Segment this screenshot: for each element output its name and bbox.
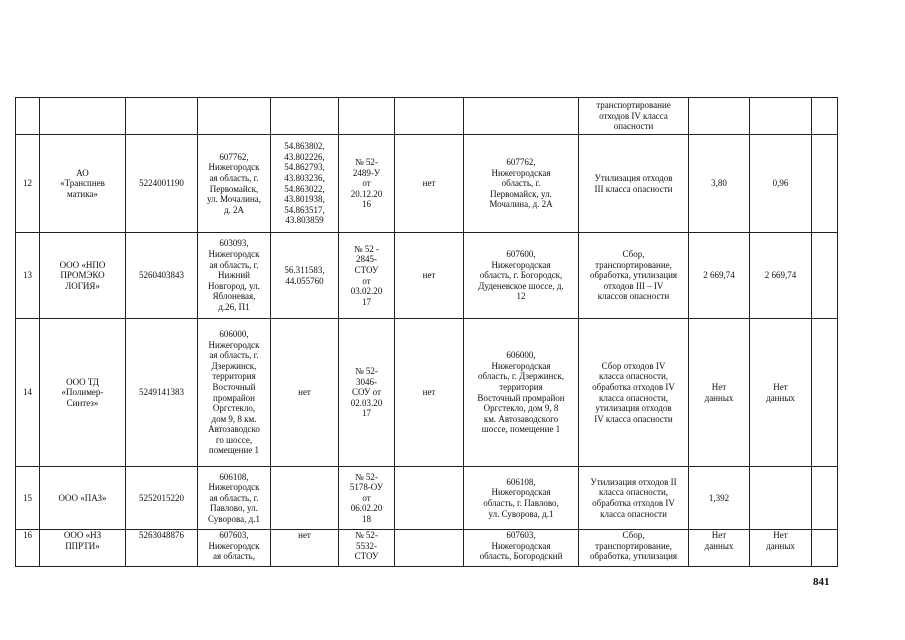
license-cell: № 52- 5532- СТОУ — [339, 530, 395, 567]
table-row — [16, 467, 838, 530]
ovos-cell — [395, 98, 464, 135]
capacity-used-cell — [750, 98, 812, 135]
extra-cell — [812, 233, 838, 319]
activity-cell: Сбор, транспортирование, обработка, утилизация отходов III – IV классов опасности — [579, 233, 689, 319]
row-number-cell: 12 — [16, 135, 40, 233]
row-number-cell: 15 — [16, 467, 40, 530]
capacity-total-cell: 3,80 — [689, 135, 750, 233]
capacity-used-cell: 2 669,74 — [750, 233, 812, 319]
activity-cell: Сбор, транспортирование, обработка, утилизация — [579, 530, 689, 567]
inn-cell: 5249141383 — [126, 319, 198, 467]
site-address-cell: 606000, Нижегородская область, г. Дзержинск, территория Восточный промрайон Оргстекло, дом 9, 8 км. Автозаводского шоссе, помещение 1 — [464, 319, 579, 467]
capacity-used-cell — [750, 467, 812, 530]
extra-cell — [812, 530, 838, 567]
site-address-cell — [464, 98, 579, 135]
capacity-total-cell: Нет данных — [689, 530, 750, 567]
capacity-total-cell: 2 669,74 — [689, 233, 750, 319]
extra-cell — [812, 135, 838, 233]
coordinates-cell: 54.863802, 43.802226, 54.862793, 43.803236, 54.863022, 43.801938, 54.863517, 43.803859 — [271, 135, 339, 233]
activity-cell: Утилизация отходов II класса опасности, обработка отходов IV класса опасности — [579, 467, 689, 530]
legal-address-cell: 603093, Нижегородск ая область, г. Нижний Новгород, ул. Яблоневая, д.26, П1 — [198, 233, 271, 319]
capacity-used-cell: Нет данных — [750, 319, 812, 467]
site-address-cell: 607603, Нижегородская область, Богородский — [464, 530, 579, 567]
extra-cell — [812, 319, 838, 467]
table-row — [16, 233, 838, 319]
license-cell: № 52 - 2845- СТОУ от 03.02.20 17 — [339, 233, 395, 319]
table-row — [16, 530, 838, 567]
inn-cell: 5224001190 — [126, 135, 198, 233]
legal-address-cell: 607762, Нижегородск ая область, г. Первомайск, ул. Мочалина, д. 2А — [198, 135, 271, 233]
ovos-cell — [395, 530, 464, 567]
coordinates-cell: 56.311583, 44.055760 — [271, 233, 339, 319]
extra-cell — [812, 98, 838, 135]
site-address-cell: 607762, Нижегородская область, г. Первомайск, ул. Мочалина, д. 2А — [464, 135, 579, 233]
organization-name-cell: ООО «ПАЗ» — [40, 467, 126, 530]
table-row — [16, 98, 838, 135]
capacity-total-cell — [689, 98, 750, 135]
coordinates-cell — [271, 467, 339, 530]
coordinates-cell: нет — [271, 319, 339, 467]
license-cell: № 52- 5178-ОУ от 06.02.20 18 — [339, 467, 395, 530]
legal-address-cell: 606108, Нижегородск ая область, г. Павлово, ул. Суворова, д.1 — [198, 467, 271, 530]
capacity-used-cell: 0,96 — [750, 135, 812, 233]
row-number-cell: 13 — [16, 233, 40, 319]
legal-address-cell: 606000, Нижегородск ая область, г. Дзержинск, территория Восточный промрайон Оргстекло, дом 9, 8 км. Автозаводско го шоссе, помещение 1 — [198, 319, 271, 467]
license-cell: № 52- 3046- СОУ от 02.03.20 17 — [339, 319, 395, 467]
organization-name-cell: ООО «НЗ ППРТИ» — [40, 530, 126, 567]
table-row — [16, 135, 838, 233]
inn-cell: 5252015220 — [126, 467, 198, 530]
license-cell — [339, 98, 395, 135]
organization-name-cell: ООО «НПО ПРОМЭКО ЛОГИЯ» — [40, 233, 126, 319]
organization-name-cell — [40, 98, 126, 135]
row-number-cell: 14 — [16, 319, 40, 467]
license-cell: № 52- 2489-У от 20.12.20 16 — [339, 135, 395, 233]
ovos-cell: нет — [395, 135, 464, 233]
activity-cell: Утилизация отходов III класса опасности — [579, 135, 689, 233]
inn-cell: 5263048876 — [126, 530, 198, 567]
coordinates-cell — [271, 98, 339, 135]
ovos-cell: нет — [395, 233, 464, 319]
capacity-total-cell: Нет данных — [689, 319, 750, 467]
table-row — [16, 319, 838, 467]
activity-cell: транспортирование отходов IV класса опасности — [579, 98, 689, 135]
ovos-cell: нет — [395, 319, 464, 467]
page-number: 841 — [813, 576, 830, 588]
waste-facility-register-table — [15, 97, 838, 567]
capacity-total-cell: 1,392 — [689, 467, 750, 530]
site-address-cell: 606108, Нижегородская область, г. Павлово, ул. Суворова, д.1 — [464, 467, 579, 530]
inn-cell — [126, 98, 198, 135]
inn-cell: 5260403843 — [126, 233, 198, 319]
legal-address-cell — [198, 98, 271, 135]
ovos-cell — [395, 467, 464, 530]
row-number-cell — [16, 98, 40, 135]
organization-name-cell: АО «Транспнев матика» — [40, 135, 126, 233]
coordinates-cell: нет — [271, 530, 339, 567]
extra-cell — [812, 467, 838, 530]
activity-cell: Сбор отходов IV класса опасности, обработка отходов IV класса опасности, утилизация отходов IV класса опасности — [579, 319, 689, 467]
legal-address-cell: 607603, Нижегородск ая область, — [198, 530, 271, 567]
site-address-cell: 607600, Нижегородская область, г. Богородск, Дуденевское шоссе, д. 12 — [464, 233, 579, 319]
organization-name-cell: ООО ТД «Полимер- Синтез» — [40, 319, 126, 467]
capacity-used-cell: Нет данных — [750, 530, 812, 567]
row-number-cell: 16 — [16, 530, 40, 567]
